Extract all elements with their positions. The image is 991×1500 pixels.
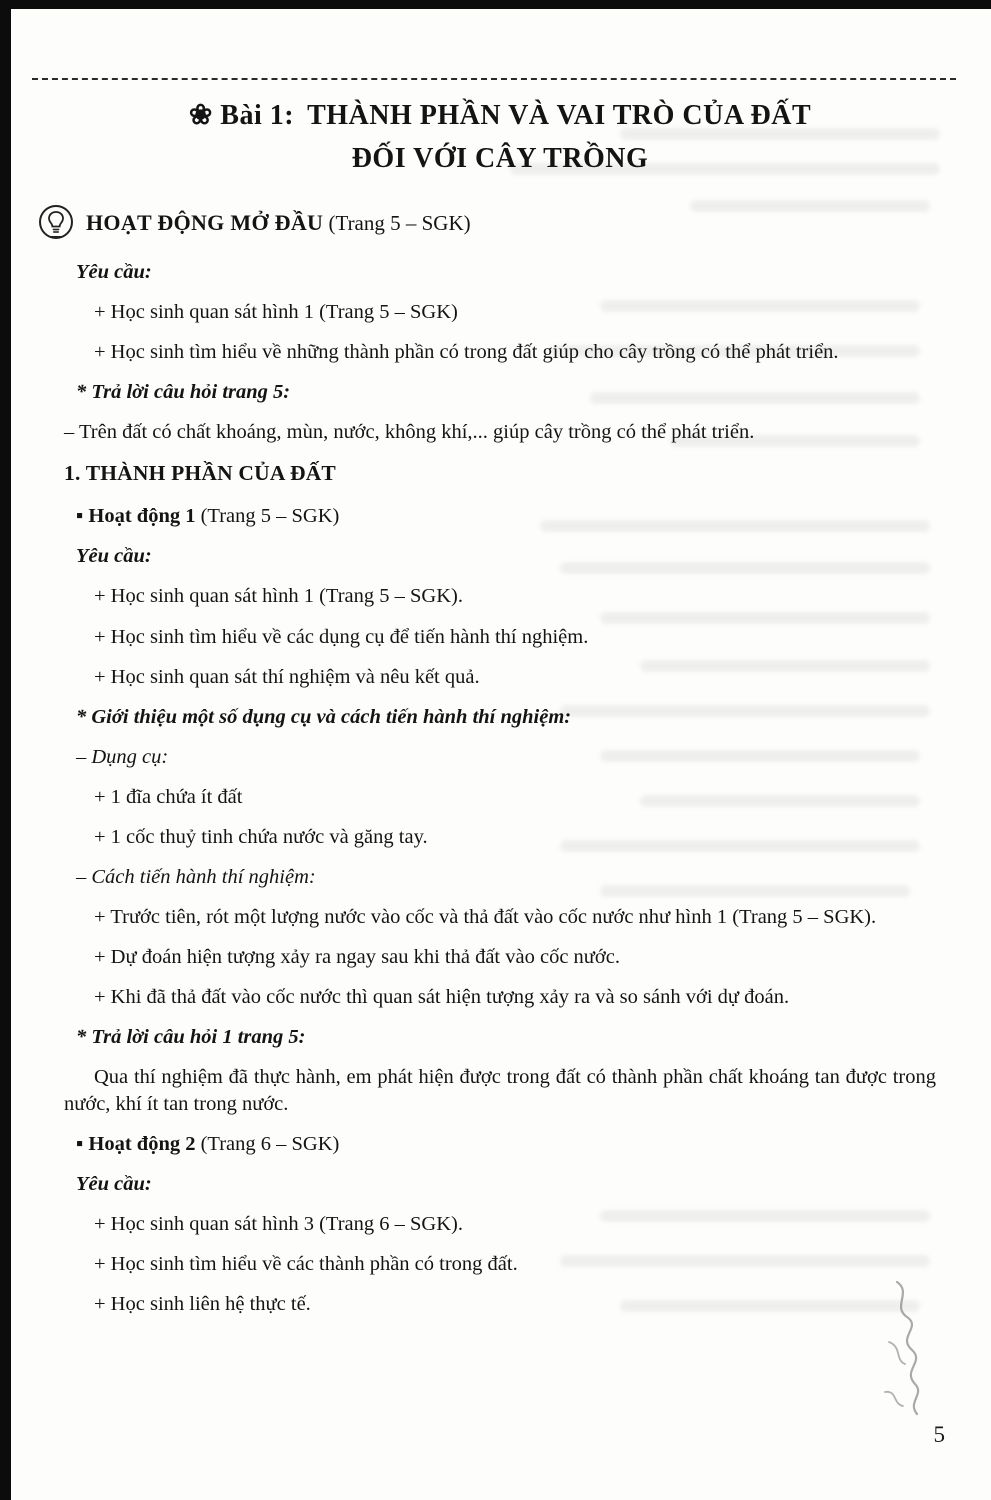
tool-item: + 1 đĩa chứa ít đất: [94, 785, 243, 808]
requirement-item: + Học sinh tìm hiểu về các dụng cụ để tiến hành thí nghiệm.: [94, 625, 589, 648]
requirement-label: Yêu cầu:: [76, 1173, 152, 1196]
answer-label: * Trả lời câu hỏi 1 trang 5:: [76, 1026, 306, 1048]
requirement-item: + Học sinh quan sát hình 1 (Trang 5 – SGK).: [94, 585, 463, 608]
tool-item: + 1 cốc thuỷ tinh chứa nước và găng tay.: [94, 825, 428, 848]
requirement-item: + Học sinh quan sát thí nghiệm và nêu kết quả.: [94, 665, 480, 688]
section-heading: 1. THÀNH PHẦN CỦA ĐẤT: [64, 461, 336, 486]
method-label: – Cách tiến hành thí nghiệm:: [76, 865, 316, 888]
method-step: + Dự đoán hiện tượng xảy ra ngay sau khi thả đất vào cốc nước.: [94, 945, 620, 968]
flower-icon: ❀ Bài 1:: [188, 100, 295, 131]
requirement-label: Yêu cầu:: [76, 545, 152, 568]
opening-activity-page-ref: (Trang 5 – SGK): [323, 210, 471, 235]
lightbulb-icon: [36, 203, 76, 243]
experiment-intro-label: * Giới thiệu một số dụng cụ và cách tiến hành thí nghiệm:: [76, 705, 572, 728]
answer-label: * Trả lời câu hỏi trang 5:: [76, 380, 291, 403]
handwritten-mark: [867, 1272, 937, 1422]
activity-2-heading: [64, 1131, 936, 1158]
page-title: [94, 94, 906, 181]
opening-activity-heading-text: [86, 210, 471, 236]
page-title-line1: [94, 94, 906, 137]
answer-text: – Trên đất có chất khoáng, mùn, nước, không khí,... giúp cây trồng có thể phát triển.: [64, 420, 755, 443]
requirement-item: + Học sinh quan sát hình 1 (Trang 5 – SGK): [94, 300, 458, 323]
scan-edge-top: [0, 0, 991, 9]
page-title-line2: ĐỐI VỚI CÂY TRỒNG: [351, 143, 649, 175]
dashed-divider: [32, 78, 956, 80]
requirement-item: + Học sinh quan sát hình 3 (Trang 6 – SGK).: [94, 1213, 463, 1236]
answer-text: Qua thí nghiệm đã thực hành, em phát hiện được trong đất có thành phần chất khoáng tan được trong nước, khí ít tan trong nước.: [64, 1066, 936, 1116]
requirement-item: + Học sinh tìm hiểu về những thành phần có trong đất giúp cho cây trồng có thể phát triển.: [94, 340, 839, 363]
requirement-label: Yêu cầu:: [76, 260, 152, 283]
opening-activity-title: HOẠT ĐỘNG MỞ ĐẦU: [86, 209, 324, 235]
activity-1-heading: [64, 503, 936, 530]
page-content: [64, 86, 936, 1331]
activity-1-title: ▪ Hoạt động 1: [76, 505, 196, 528]
tools-label: – Dụng cụ:: [76, 745, 169, 768]
method-step: + Trước tiên, rót một lượng nước vào cốc và thả đất vào cốc nước như hình 1 (Trang 5 – SGK).: [94, 905, 877, 928]
requirement-item: + Học sinh tìm hiểu về các thành phần có trong đất.: [94, 1253, 518, 1276]
page-title-line1-text: THÀNH PHẦN VÀ VAI TRÒ CỦA ĐẤT: [300, 100, 812, 131]
activity-2-page-ref: (Trang 6 – SGK): [195, 1133, 340, 1156]
activity-1-page-ref: (Trang 5 – SGK): [195, 505, 340, 528]
opening-activity-heading: [36, 203, 936, 243]
requirement-item: + Học sinh liên hệ thực tế.: [94, 1293, 311, 1316]
activity-2-title: ▪ Hoạt động 2: [76, 1133, 196, 1156]
method-step: + Khi đã thả đất vào cốc nước thì quan sát hiện tượng xảy ra và so sánh với dự đoán.: [94, 985, 790, 1008]
page-number: 5: [933, 1422, 945, 1447]
scan-edge-left: [0, 0, 11, 1500]
